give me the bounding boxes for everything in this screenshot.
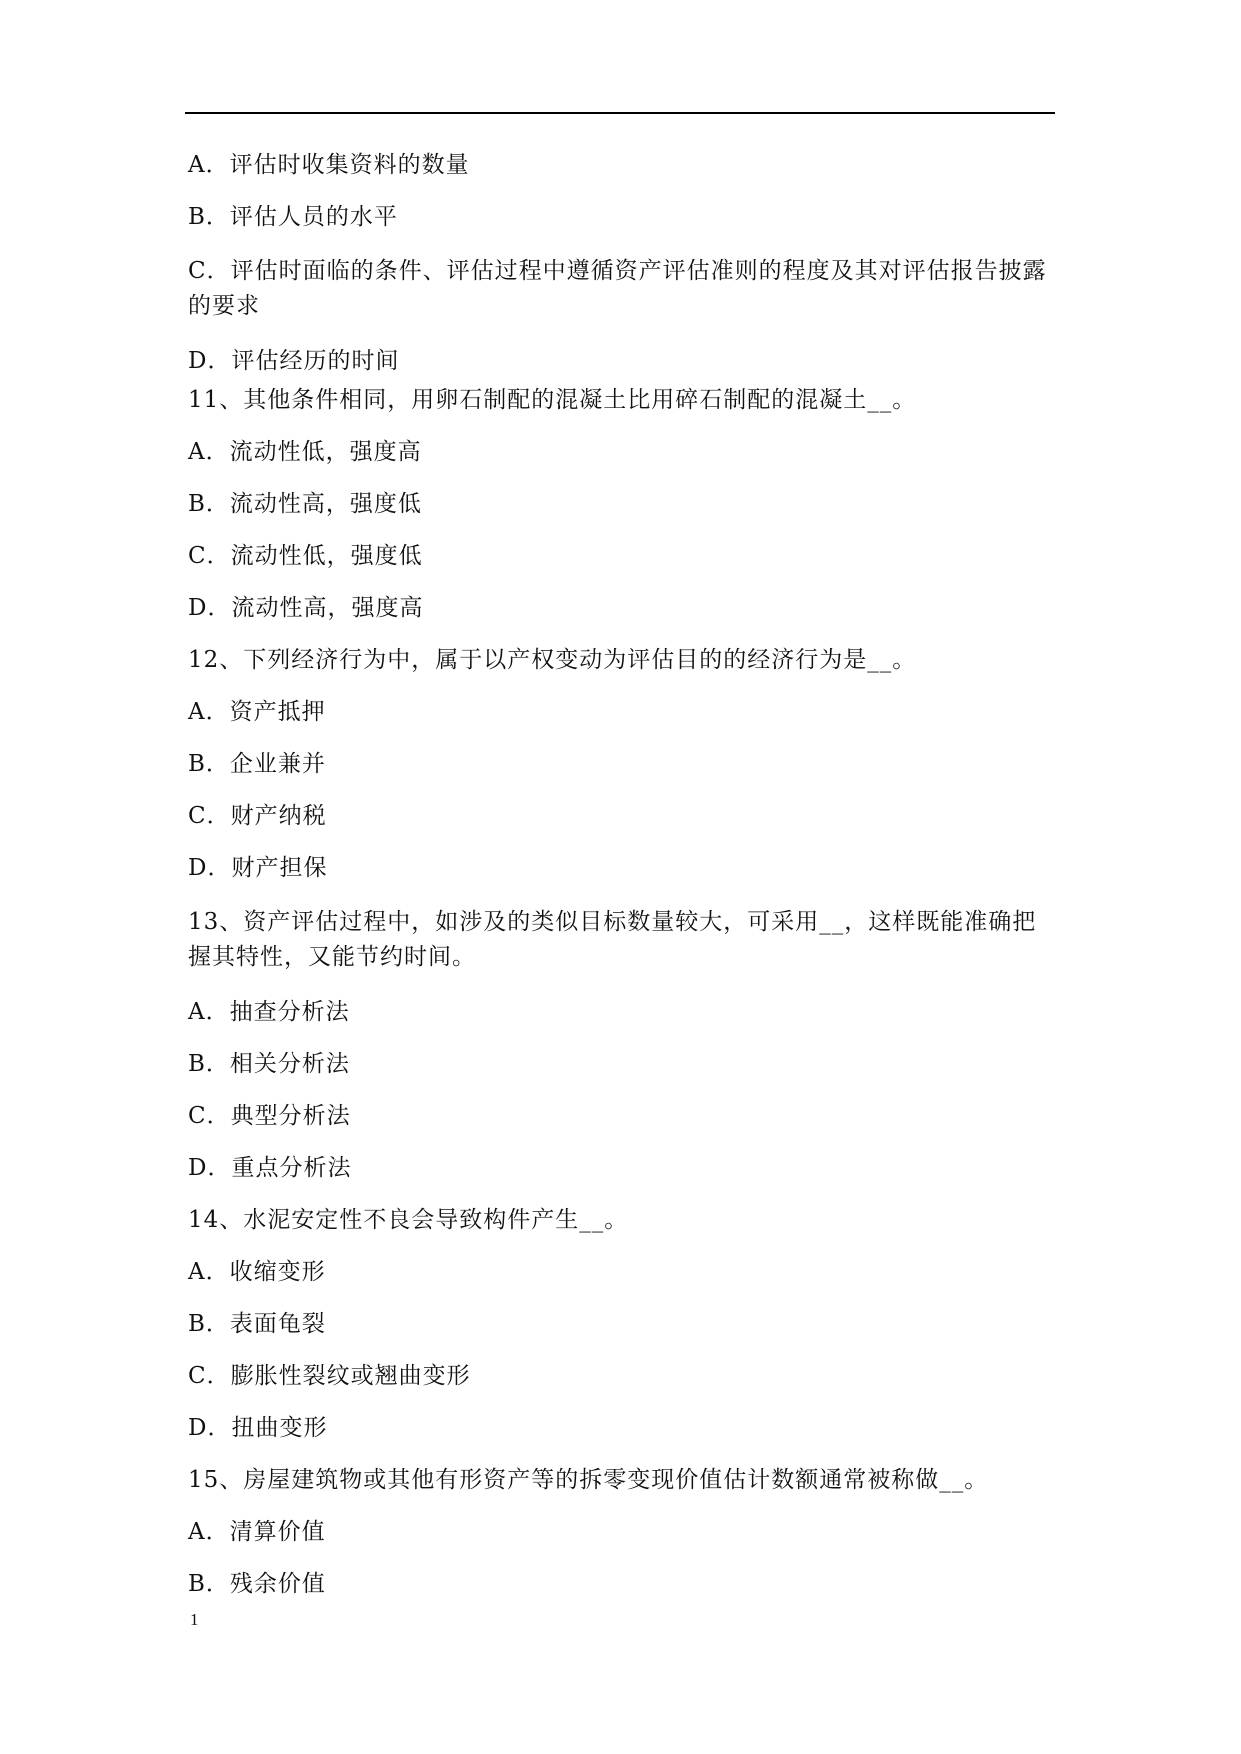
option-b: B．残余价值 xyxy=(188,1571,326,1597)
option-a: A．资产抵押 xyxy=(188,699,326,725)
option-b: B．表面龟裂 xyxy=(188,1311,326,1337)
option-c: C．膨胀性裂纹或翘曲变形 xyxy=(188,1363,471,1389)
option-b: B．相关分析法 xyxy=(188,1051,350,1077)
option-a: A．清算价值 xyxy=(188,1519,326,1545)
header-rule xyxy=(185,112,1055,114)
option-c: C．评估时面临的条件、评估过程中遵循资产评估准则的程度及其对评估报告披露的要求 xyxy=(188,258,1047,319)
option-b: B．企业兼并 xyxy=(188,751,326,777)
question-11: 11、其他条件相同，用卵石制配的混凝土比用碎石制配的混凝土__。 xyxy=(188,387,917,413)
page-number: 1 xyxy=(190,1610,199,1629)
question-15: 15、房屋建筑物或其他有形资产等的拆零变现价值估计数额通常被称做__。 xyxy=(188,1467,989,1493)
option-d: D．流动性高，强度高 xyxy=(188,595,424,621)
option-b: B．评估人员的水平 xyxy=(188,204,398,230)
option-a: A．收缩变形 xyxy=(188,1259,326,1285)
option-d: D．重点分析法 xyxy=(188,1155,352,1181)
option-c: C．典型分析法 xyxy=(188,1103,351,1129)
document-body xyxy=(188,150,1054,1599)
option-d: D．评估经历的时间 xyxy=(188,348,400,374)
option-a: A．抽查分析法 xyxy=(188,999,350,1025)
option-d: D．扭曲变形 xyxy=(188,1415,328,1441)
option-c: C．财产纳税 xyxy=(188,803,327,829)
option-b: B．流动性高，强度低 xyxy=(188,491,422,517)
option-a: A．流动性低，强度高 xyxy=(188,439,422,465)
question-14: 14、水泥安定性不良会导致构件产生__。 xyxy=(188,1207,629,1233)
option-d: D．财产担保 xyxy=(188,855,328,881)
option-c: C．流动性低，强度低 xyxy=(188,543,423,569)
question-12: 12、下列经济行为中，属于以产权变动为评估目的的经济行为是__。 xyxy=(188,647,917,673)
option-a: A．评估时收集资料的数量 xyxy=(188,152,470,178)
question-13: 13、资产评估过程中，如涉及的类似目标数量较大，可采用__，这样既能准确把握其特性，又能节约时间。 xyxy=(188,909,1037,970)
